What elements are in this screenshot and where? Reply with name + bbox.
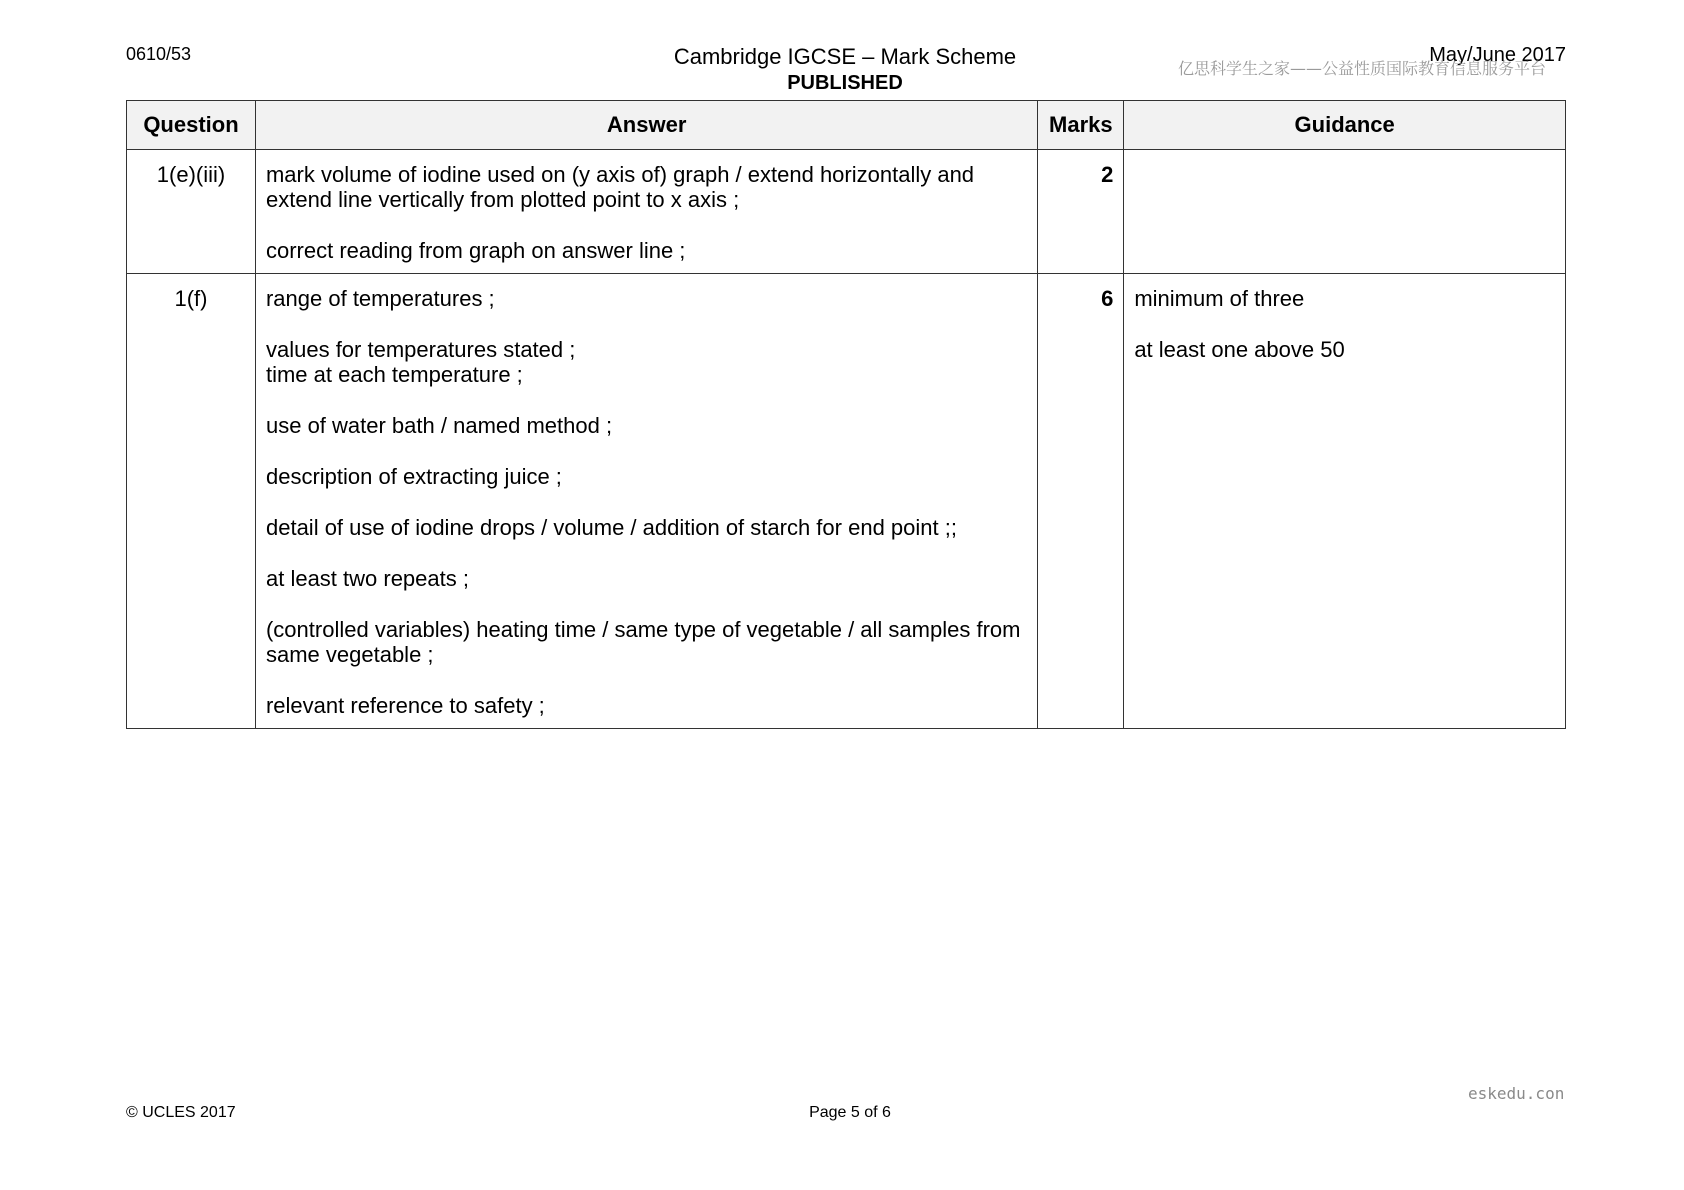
answer-point: relevant reference to safety ; — [265, 693, 545, 718]
answer-point: detail of use of iodine drops / volume / addition of starch for end point ;; — [265, 515, 957, 540]
mark-scheme-table — [126, 100, 1566, 729]
answer-point: use of water bath / named method ; — [265, 413, 613, 438]
guidance-cell — [1124, 150, 1566, 274]
answer-point: range of temperatures ; — [265, 286, 495, 311]
paper-code: 0610/53 — [126, 44, 192, 64]
answer-point: at least two repeats ; — [265, 566, 469, 591]
watermark-top: 亿思科学生之家——公益性质国际教育信息服务平台 — [1178, 59, 1547, 78]
guidance-cell — [1124, 274, 1566, 729]
table-row — [127, 150, 1566, 274]
answer-point: description of extracting juice ; — [265, 464, 562, 489]
column-header-answer: Answer — [255, 101, 1037, 150]
table-header-row — [127, 101, 1566, 150]
answer-point: mark volume of iodine used on (y axis of) graph / extend horizontally and extend line vertically from plotted point to x axis ; — [265, 162, 975, 212]
guidance-point: minimum of three — [1134, 286, 1305, 311]
answer-point: (controlled variables) heating time / same type of vegetable / all samples from same vegetable ; — [265, 617, 1021, 667]
column-header-question: Question — [127, 101, 256, 150]
answer-point: values for temperatures stated ; time at each temperature ; — [265, 337, 576, 387]
answer-cell — [255, 274, 1037, 729]
answer-point: correct reading from graph on answer line ; — [265, 238, 686, 263]
column-header-guidance: Guidance — [1124, 101, 1566, 150]
guidance-point: at least one above 50 — [1134, 337, 1345, 362]
page-number: Page 5 of 6 — [809, 1104, 891, 1121]
exam-session: May/June 2017 — [1429, 44, 1566, 66]
table-row — [127, 274, 1566, 729]
column-header-marks: Marks — [1038, 101, 1124, 150]
document-title: Cambridge IGCSE – Mark Scheme — [673, 44, 1017, 69]
copyright-notice: © UCLES 2017 — [126, 1104, 236, 1121]
marks-cell: 6 — [1038, 274, 1124, 729]
watermark-bottom: eskedu.con — [1468, 1084, 1565, 1103]
question-cell: 1(e)(iii) — [127, 150, 256, 274]
marks-cell: 2 — [1038, 150, 1124, 274]
question-cell: 1(f) — [127, 274, 256, 729]
answer-cell — [255, 150, 1037, 274]
page-header — [600, 44, 1090, 95]
published-label: PUBLISHED — [787, 72, 903, 94]
